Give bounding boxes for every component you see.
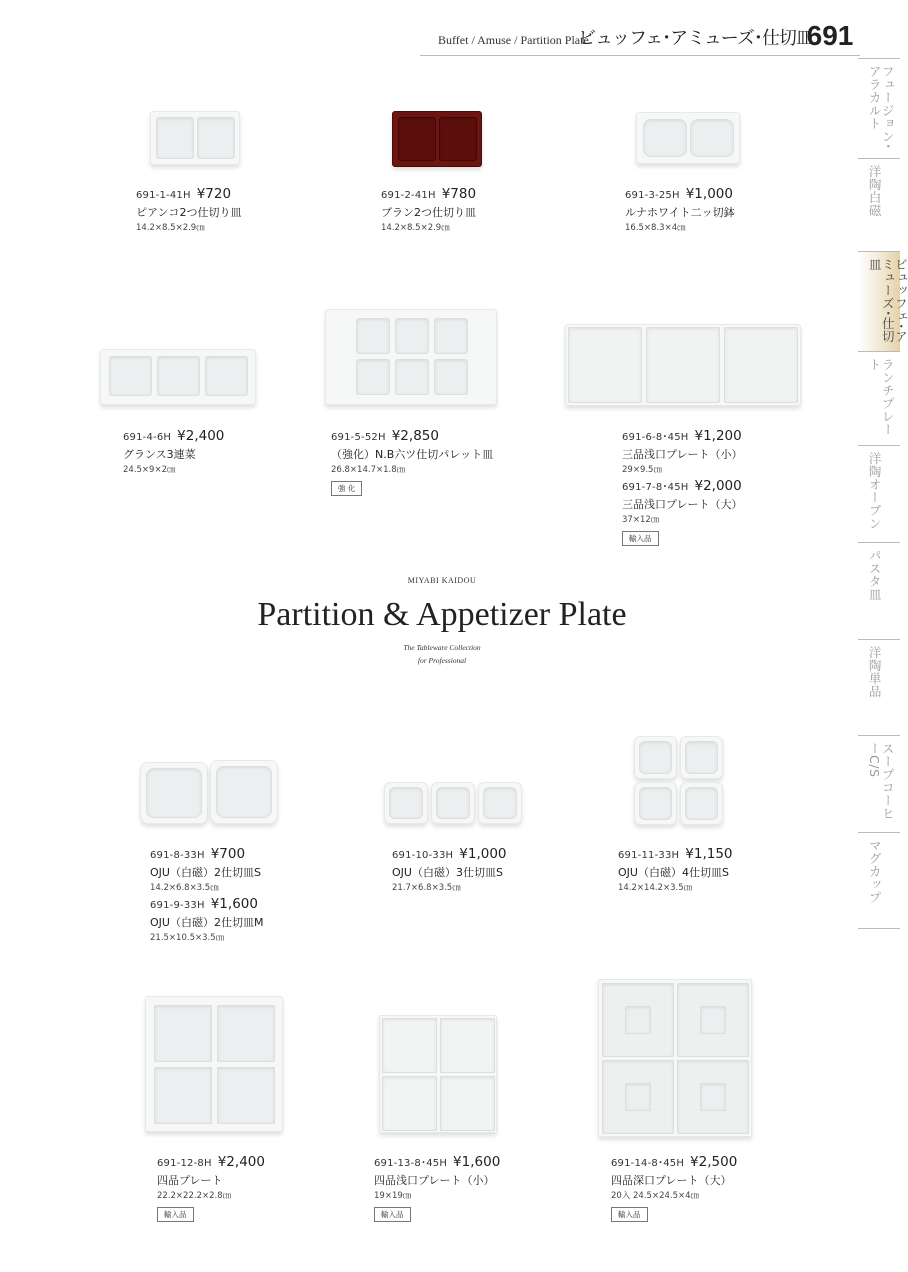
product-691-10 — [392, 846, 507, 893]
product-image-691-10 — [384, 780, 522, 826]
product-691-7 — [622, 478, 743, 546]
product-price: ¥2,400 — [177, 428, 225, 444]
import-tag: 輸入品 — [157, 1207, 194, 1222]
product-dimensions: 26.8×14.7×1.8㎝ — [331, 465, 406, 475]
page-number: 691 — [806, 20, 854, 51]
sidebar-item-label: 洋陶白磁 — [867, 165, 883, 217]
product-price: ¥1,150 — [685, 846, 733, 862]
product-691-3 — [625, 186, 735, 233]
sidebar-item-label: フュージョン･アラカルト — [867, 65, 896, 150]
product-price: ¥2,000 — [694, 478, 742, 494]
product-dimensions: 21.5×10.5×3.5㎝ — [150, 933, 225, 943]
sidebar-item-mug[interactable] — [858, 832, 900, 928]
product-691-14 — [611, 1154, 737, 1222]
product-name: ブラン2つ仕切り皿 — [381, 206, 476, 219]
product-image-691-3 — [636, 112, 740, 164]
header-subtitle: Buffet / Amuse / Partition Plate — [438, 33, 589, 47]
sidebar-item-western-white[interactable] — [858, 158, 900, 251]
product-image-691-2 — [392, 111, 482, 167]
product-image-691-11 — [634, 736, 724, 826]
product-price: ¥1,000 — [685, 186, 733, 202]
product-price: ¥1,200 — [694, 428, 742, 444]
product-name: 三品浅口プレート（小） — [622, 448, 743, 461]
sidebar-item-label: 洋陶オーブン — [867, 452, 883, 530]
sidebar-item-soup-coffee[interactable] — [858, 735, 900, 832]
product-dimensions: 37×12㎝ — [622, 515, 660, 525]
import-tag: 輸入品 — [622, 531, 659, 546]
product-691-4 — [123, 428, 224, 475]
product-code: 691-5-52H — [331, 432, 386, 443]
sidebar-item-fusion[interactable] — [858, 58, 900, 158]
product-code: 691-14-8･45H — [611, 1158, 685, 1169]
product-dimensions: 20入 24.5×24.5×4㎝ — [611, 1191, 700, 1201]
product-dimensions: 24.5×9×2㎝ — [123, 465, 176, 475]
brand-label: MIYABI KAIDOU — [407, 576, 477, 585]
product-price: ¥2,400 — [217, 1154, 265, 1170]
product-price: ¥720 — [196, 186, 232, 202]
product-name: グランス3連菜 — [123, 448, 196, 461]
product-code: 691-6-8･45H — [622, 432, 689, 443]
product-name: 四品浅口プレート（小） — [374, 1174, 495, 1187]
product-price: ¥1,000 — [459, 846, 507, 862]
product-dimensions: 29×9.5㎝ — [622, 465, 662, 475]
product-code: 691-13-8･45H — [374, 1158, 448, 1169]
product-image-691-13 — [379, 1015, 497, 1133]
product-image-691-14 — [598, 979, 752, 1137]
section-title: Partition & Appetizer Plate — [257, 596, 627, 633]
sidebar-end-divider — [858, 928, 900, 929]
product-image-691-8 — [140, 760, 278, 826]
product-dimensions: 14.2×6.8×3.5㎝ — [150, 883, 219, 893]
product-code: 691-3-25H — [625, 190, 680, 201]
product-name: 四品深口プレート（大） — [611, 1174, 732, 1187]
product-code: 691-11-33H — [618, 850, 680, 861]
product-dimensions: 21.7×6.8×3.5㎝ — [392, 883, 461, 893]
product-name: 四品プレート — [157, 1174, 223, 1187]
product-price: ¥2,850 — [391, 428, 439, 444]
import-tag: 輸入品 — [374, 1207, 411, 1222]
product-price: ¥700 — [210, 846, 246, 862]
sidebar-item-oven[interactable] — [858, 445, 900, 542]
product-price: ¥2,500 — [690, 1154, 738, 1170]
product-691-2 — [381, 186, 476, 233]
product-code: 691-2-41H — [381, 190, 436, 201]
product-image-691-12 — [145, 996, 283, 1132]
product-691-6 — [622, 428, 743, 475]
product-name: 三品浅口プレート（大） — [622, 498, 743, 511]
reinforced-tag: 強 化 — [331, 481, 362, 496]
product-image-691-4 — [100, 349, 256, 405]
product-dimensions: 19×19㎝ — [374, 1191, 412, 1201]
product-name: OJU（白磁）2仕切皿S — [150, 866, 261, 879]
product-price: ¥780 — [441, 186, 477, 202]
product-image-691-5 — [325, 309, 497, 405]
product-image-691-1 — [150, 111, 240, 165]
sidebar-item-label: パスタ皿 — [867, 549, 883, 601]
sidebar-item-label: ランチプレート — [867, 358, 896, 436]
product-code: 691-9-33H — [150, 900, 205, 911]
section-subtitle-line: The Tableware Collection — [403, 643, 481, 652]
sidebar-item-label: スープコーヒーC/S — [867, 742, 896, 820]
product-691-9 — [150, 896, 263, 943]
product-dimensions: 14.2×14.2×3.5㎝ — [618, 883, 693, 893]
header-title: ビュッフェ･アミューズ･仕切皿 — [578, 28, 813, 49]
product-691-5 — [331, 428, 493, 496]
sidebar-item-lunch-plate[interactable] — [858, 351, 900, 445]
product-code: 691-8-33H — [150, 850, 205, 861]
sidebar-item-label: マグカップ — [867, 839, 883, 904]
product-name: OJU（白磁）2仕切皿M — [150, 916, 264, 929]
product-code: 691-10-33H — [392, 850, 454, 861]
product-691-8 — [150, 846, 261, 893]
product-691-12 — [157, 1154, 265, 1222]
import-tag: 輸入品 — [611, 1207, 648, 1222]
header-divider — [420, 55, 860, 56]
product-dimensions: 16.5×8.3×4㎝ — [625, 223, 686, 233]
product-price: ¥1,600 — [453, 1154, 501, 1170]
product-code: 691-7-8･45H — [622, 482, 689, 493]
product-dimensions: 14.2×8.5×2.9㎝ — [136, 223, 205, 233]
sidebar-item-buffet[interactable] — [858, 251, 908, 351]
product-name: OJU（白磁）4仕切皿S — [618, 866, 729, 879]
section-subtitle-line: for Professional — [417, 656, 467, 665]
product-price: ¥1,600 — [210, 896, 258, 912]
product-691-13 — [374, 1154, 500, 1222]
product-image-691-6 — [565, 324, 801, 406]
product-name: ルナホワイト二ッ切鉢 — [625, 206, 735, 219]
section-subtitle — [0, 641, 884, 667]
sidebar-item-label: ビュッフェ･アミューズ･仕切皿 — [867, 258, 908, 343]
product-code: 691-4-6H — [123, 432, 172, 443]
product-dimensions: 14.2×8.5×2.9㎝ — [381, 223, 450, 233]
product-name: ピアンコ2つ仕切り皿 — [136, 206, 242, 219]
sidebar-item-label: 洋陶単品 — [867, 646, 883, 698]
product-691-1 — [136, 186, 242, 233]
product-dimensions: 22.2×22.2×2.8㎝ — [157, 1191, 232, 1201]
product-code: 691-12-8H — [157, 1158, 212, 1169]
product-name: OJU（白磁）3仕切皿S — [392, 866, 503, 879]
product-code: 691-1-41H — [136, 190, 191, 201]
product-name: （強化）N.B六ツ仕切パレット皿 — [331, 448, 494, 461]
product-691-11 — [618, 846, 733, 893]
